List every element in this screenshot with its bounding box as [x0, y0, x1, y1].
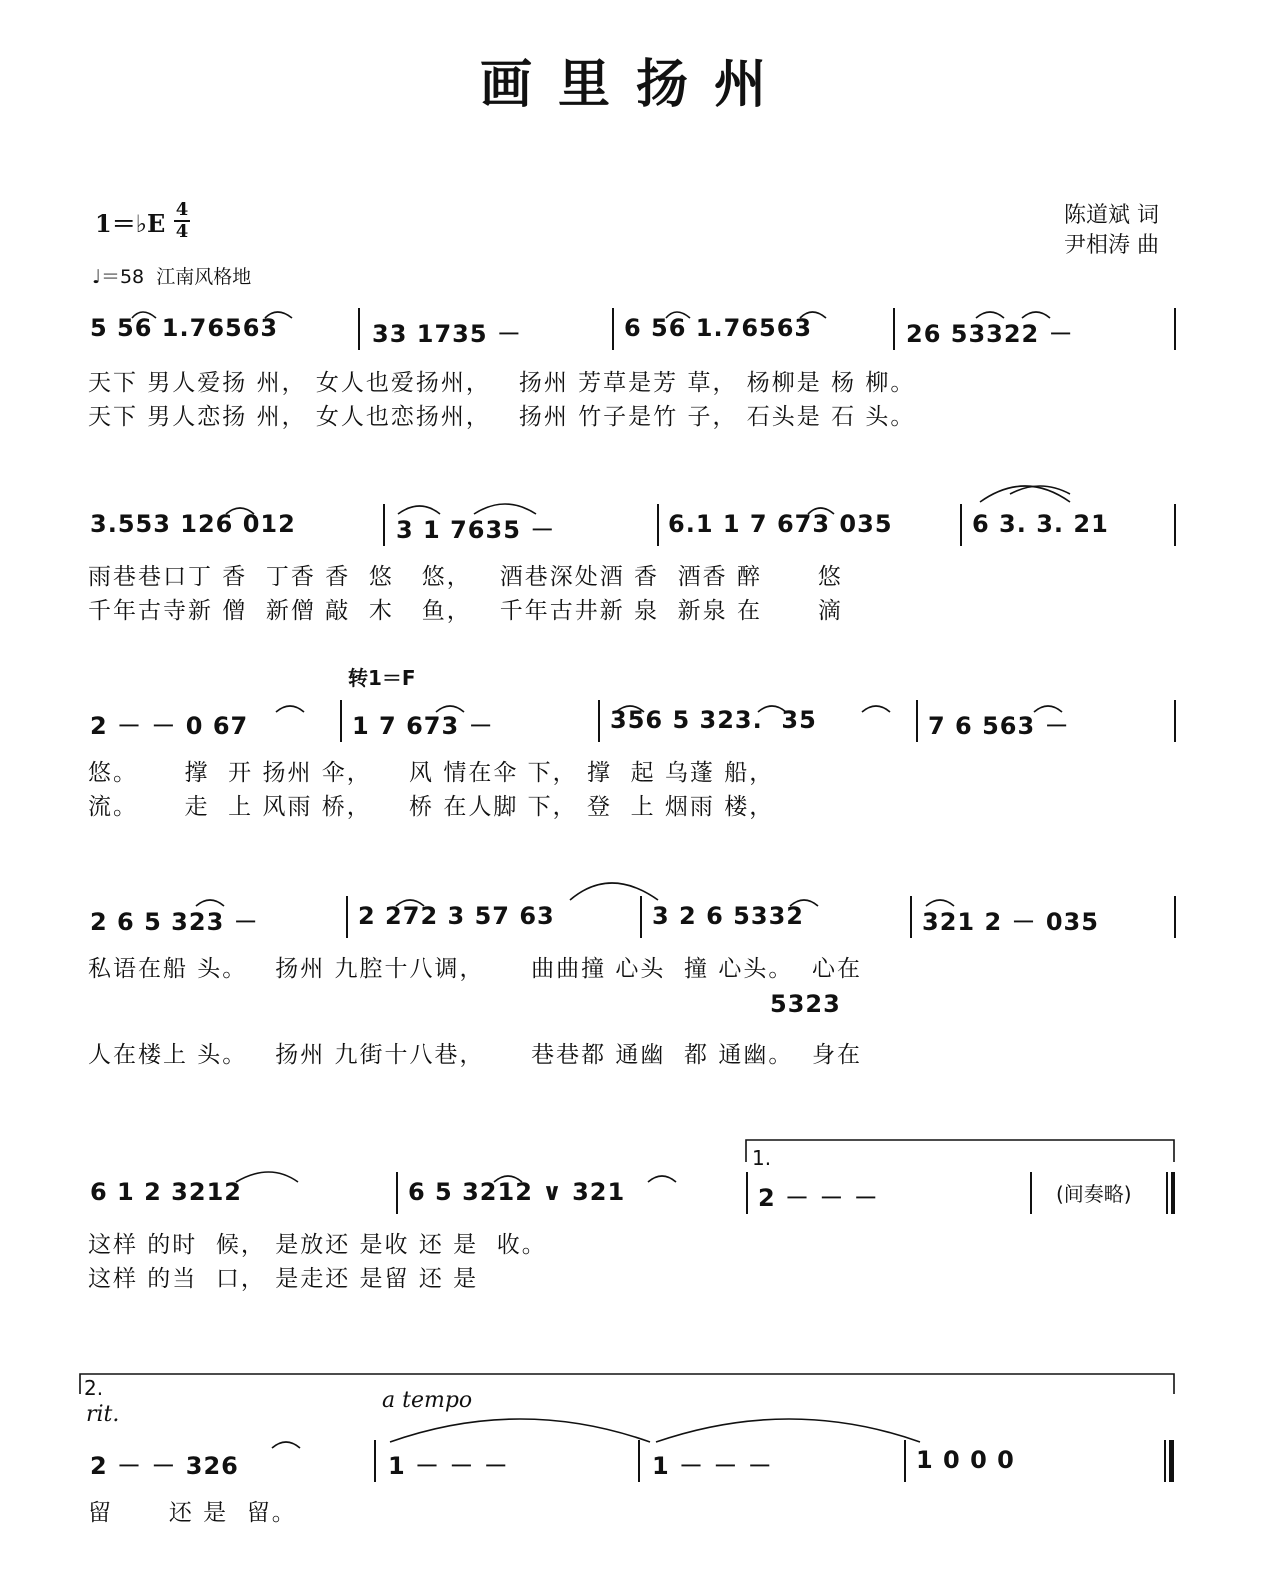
measure: 3 2 6 5332 — [652, 902, 804, 930]
volta-2-label: 2. — [84, 1376, 104, 1400]
lyrics-verse-1: 悠。 撑 开 扬州 伞， 风 情在伞 下， 撑 起 乌蓬 船， — [88, 760, 775, 786]
lyrics-verse-1: 这样 的时 候， 是放还 是收 还 是 收。 — [88, 1232, 547, 1258]
measure: 2 － － 326 — [90, 1452, 239, 1480]
measure: 2 － － － — [758, 1184, 879, 1212]
measure: 6 3. 3. 21 — [972, 510, 1109, 538]
lyrics-verse-2: 天下 男人恋扬 州， 女人也恋扬州， 扬州 竹子是竹 子， 石头是 石 头。 — [88, 404, 916, 430]
lyrics-verse-2: 流。 走 上 风雨 桥， 桥 在人脚 下， 登 上 烟雨 楼， — [88, 794, 775, 820]
a-tempo-marking: a tempo — [382, 1388, 473, 1413]
modulation-marking: 转1＝F — [348, 666, 416, 690]
measure: 2 272 3 57 63 — [358, 902, 555, 930]
lyrics-verse-1: 私语在船 头。 扬州 九腔十八调， 曲曲撞 心头 撞 心头。 心在 — [88, 956, 862, 982]
measure: 26 53322 － — [906, 320, 1074, 348]
measure: 6.1 1 7 673 035 — [668, 510, 893, 538]
ritardando-marking: rit. — [86, 1402, 120, 1427]
lyrics-verse-1: 留 还 是 留。 — [88, 1500, 297, 1526]
measure: 33 1735 － — [372, 320, 522, 348]
time-signature-bottom: 4 — [175, 221, 189, 242]
lyrics-verse-2: 人在楼上 头。 扬州 九街十八巷， 巷巷都 通幽 都 通幽。 身在 — [88, 1042, 862, 1068]
volta-1-label: 1. — [752, 1146, 772, 1170]
measure: 3.553 126 012 — [90, 510, 296, 538]
measure: 7 6 563 － — [928, 712, 1070, 740]
measure: 2 － － 0 67 — [90, 712, 249, 740]
lyricist-credit: 陈道斌 词 — [1064, 203, 1159, 228]
measure: 356 5 323. 35 — [610, 706, 817, 734]
time-signature-top: 4 — [175, 199, 189, 220]
lyrics-verse-2: 千年古寺新 僧 新僧 敲 木 鱼， 千年古井新 泉 新泉 在 滴 — [88, 598, 843, 624]
lyrics-verse-1: 天下 男人爱扬 州， 女人也爱扬州， 扬州 芳草是芳 草， 杨柳是 杨 柳。 — [88, 370, 916, 396]
measure: 1 － － － — [388, 1452, 509, 1480]
measure: 2 6 5 323 － — [90, 908, 259, 936]
measure: 6 5 3212 ∨ 321 — [408, 1178, 626, 1206]
key-signature: 1＝♭E — [95, 209, 166, 238]
measure: 321 2 － 035 — [922, 908, 1099, 936]
measure: 6 1 2 3212 — [90, 1178, 242, 1206]
lyrics-verse-2: 这样 的当 口， 是走还 是留 还 是 — [88, 1266, 479, 1292]
interlude-note: (间奏略) — [1056, 1182, 1132, 1206]
measure: 6 56 1.76563 — [624, 314, 813, 342]
measure: 1 － － － — [652, 1452, 773, 1480]
alternate-notes: 5323 — [770, 990, 841, 1018]
lyrics-verse-1: 雨巷巷口丁 香 丁香 香 悠 悠， 酒巷深处酒 香 酒香 醉 悠 — [88, 564, 843, 590]
measure: 1 0 0 0 — [916, 1446, 1015, 1474]
tempo-marking: ♩＝58 江南风格地 — [92, 266, 252, 288]
measure: 3 1 7635 － — [396, 516, 556, 544]
measure: 5 56 1.76563 — [90, 314, 279, 342]
measure: 1 7 673 － — [352, 712, 494, 740]
page-title: 画里扬州 — [479, 54, 792, 115]
composer-credit: 尹相涛 曲 — [1064, 233, 1159, 258]
